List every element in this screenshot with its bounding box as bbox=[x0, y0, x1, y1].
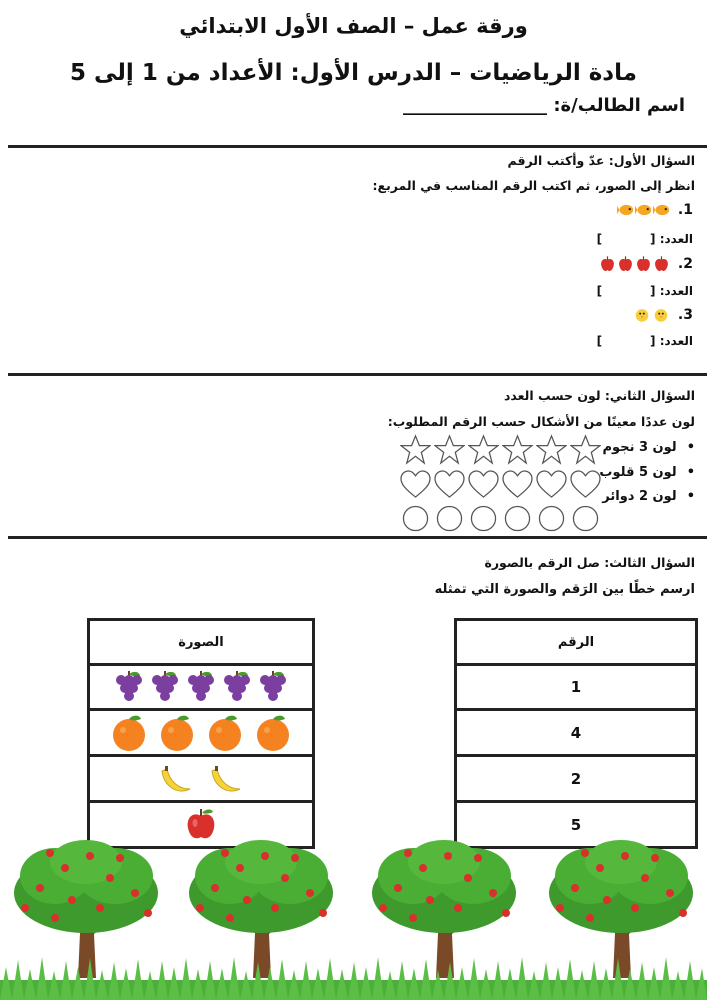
pictures-table bbox=[87, 618, 315, 849]
student-name-label: اسم الطالب/ة: bbox=[553, 95, 685, 116]
orange-icon bbox=[157, 713, 197, 753]
heart-icon[interactable] bbox=[536, 470, 567, 499]
answer-close: ] bbox=[596, 334, 603, 348]
q2-row-circles-label: • لون 2 دوائر bbox=[602, 489, 695, 504]
fish-icon bbox=[635, 203, 652, 217]
heart-icon[interactable] bbox=[468, 470, 499, 499]
apple-icon bbox=[635, 255, 652, 273]
number-cell-1[interactable]: 1 bbox=[456, 665, 697, 710]
chick-icon bbox=[652, 306, 670, 323]
star-icon[interactable] bbox=[502, 434, 533, 465]
answer-label: العدد: [ bbox=[650, 284, 693, 298]
q1-item-3 bbox=[633, 306, 693, 323]
picture-cell-bananas[interactable] bbox=[89, 756, 314, 802]
q3-title: السؤال الثالث: صل الرقم بالصورة bbox=[484, 555, 695, 570]
orange-icon bbox=[205, 713, 245, 753]
pictures-header: الصورة bbox=[89, 620, 314, 665]
q1-item-1 bbox=[617, 202, 693, 218]
banana-icon bbox=[158, 761, 194, 797]
circle-icon[interactable] bbox=[502, 505, 533, 532]
chick-icon bbox=[633, 306, 651, 323]
apple-icon bbox=[617, 255, 634, 273]
q1-answer-2[interactable] bbox=[597, 284, 693, 298]
heart-icon[interactable] bbox=[570, 470, 601, 499]
q1-instruction: انظر إلى الصور، ثم اكتب الرقم المناسب في المربع: bbox=[372, 178, 695, 193]
answer-close: ] bbox=[596, 232, 603, 246]
answer-label: العدد: [ bbox=[650, 334, 693, 348]
orange-icon bbox=[109, 713, 149, 753]
q1-answer-1[interactable] bbox=[597, 232, 693, 246]
apple-icon bbox=[599, 255, 616, 273]
numbers-table bbox=[454, 618, 698, 849]
circle-icon[interactable] bbox=[570, 505, 601, 532]
grapes-icon bbox=[148, 668, 182, 706]
grapes-icon bbox=[220, 668, 254, 706]
q1-item-2 bbox=[599, 255, 693, 273]
circle-icon[interactable] bbox=[468, 505, 499, 532]
star-icon[interactable] bbox=[468, 434, 499, 465]
circle-icon[interactable] bbox=[434, 505, 465, 532]
star-icon[interactable] bbox=[400, 434, 431, 465]
q2-row-hearts-label: • لون 5 قلوب bbox=[599, 465, 695, 480]
picture-cell-grapes[interactable] bbox=[89, 665, 314, 710]
q2-row-stars-label: • لون 3 نجوم bbox=[603, 440, 695, 455]
number-cell-4[interactable]: 5 bbox=[456, 802, 697, 848]
circles-row bbox=[400, 505, 601, 532]
grass-decoration bbox=[0, 955, 707, 1000]
grapes-icon bbox=[256, 668, 290, 706]
apple-icon bbox=[653, 255, 670, 273]
circle-icon[interactable] bbox=[536, 505, 567, 532]
picture-cell-oranges[interactable] bbox=[89, 710, 314, 756]
heart-icon[interactable] bbox=[400, 470, 431, 499]
student-name-blank[interactable]: ________________ bbox=[403, 95, 548, 116]
star-icon[interactable] bbox=[434, 434, 465, 465]
answer-close: ] bbox=[596, 284, 603, 298]
grapes-icon bbox=[184, 668, 218, 706]
star-icon[interactable] bbox=[570, 434, 601, 465]
worksheet-title: ورقة عمل – الصف الأول الابتدائي bbox=[179, 14, 528, 38]
lesson-subtitle: مادة الرياضيات – الدرس الأول: الأعداد من 1 إلى 5 bbox=[70, 60, 637, 86]
q1-item-number: 2. bbox=[677, 256, 693, 272]
orange-icon bbox=[253, 713, 293, 753]
fish-icon-group bbox=[617, 203, 670, 217]
q3-instruction: ارسم خطًا بين الرَقم والصورة التي تمثله bbox=[434, 582, 695, 597]
q1-item-number: 3. bbox=[677, 306, 693, 323]
heart-icon[interactable] bbox=[434, 470, 465, 499]
q2-title: السؤال الثاني: لون حسب العدد bbox=[503, 388, 695, 403]
student-name-line bbox=[403, 95, 685, 116]
circle-icon[interactable] bbox=[400, 505, 431, 532]
section-divider-3 bbox=[8, 536, 707, 539]
number-cell-3[interactable]: 2 bbox=[456, 756, 697, 802]
number-cell-2[interactable]: 4 bbox=[456, 710, 697, 756]
fish-icon bbox=[653, 203, 670, 217]
grapes-icon bbox=[112, 668, 146, 706]
section-divider-1 bbox=[8, 145, 707, 148]
q1-answer-3[interactable] bbox=[597, 334, 693, 348]
section-divider-2 bbox=[8, 373, 707, 376]
answer-label: العدد: [ bbox=[650, 232, 693, 246]
hearts-row bbox=[400, 470, 601, 499]
q1-title: السؤال الأول: عدّ وأكتب الرقم bbox=[507, 153, 695, 168]
q1-item-number: 1. bbox=[677, 202, 693, 218]
banana-icon bbox=[208, 761, 244, 797]
heart-icon[interactable] bbox=[502, 470, 533, 499]
apple-icon-group bbox=[599, 255, 670, 273]
stars-row bbox=[400, 434, 601, 465]
q2-instruction: لون عددًا معينًا من الأشكال حسب الرقم المطلوب: bbox=[387, 414, 695, 429]
chick-icon-group bbox=[633, 306, 670, 323]
star-icon[interactable] bbox=[536, 434, 567, 465]
numbers-header: الرقم bbox=[456, 620, 697, 665]
fish-icon bbox=[617, 203, 634, 217]
